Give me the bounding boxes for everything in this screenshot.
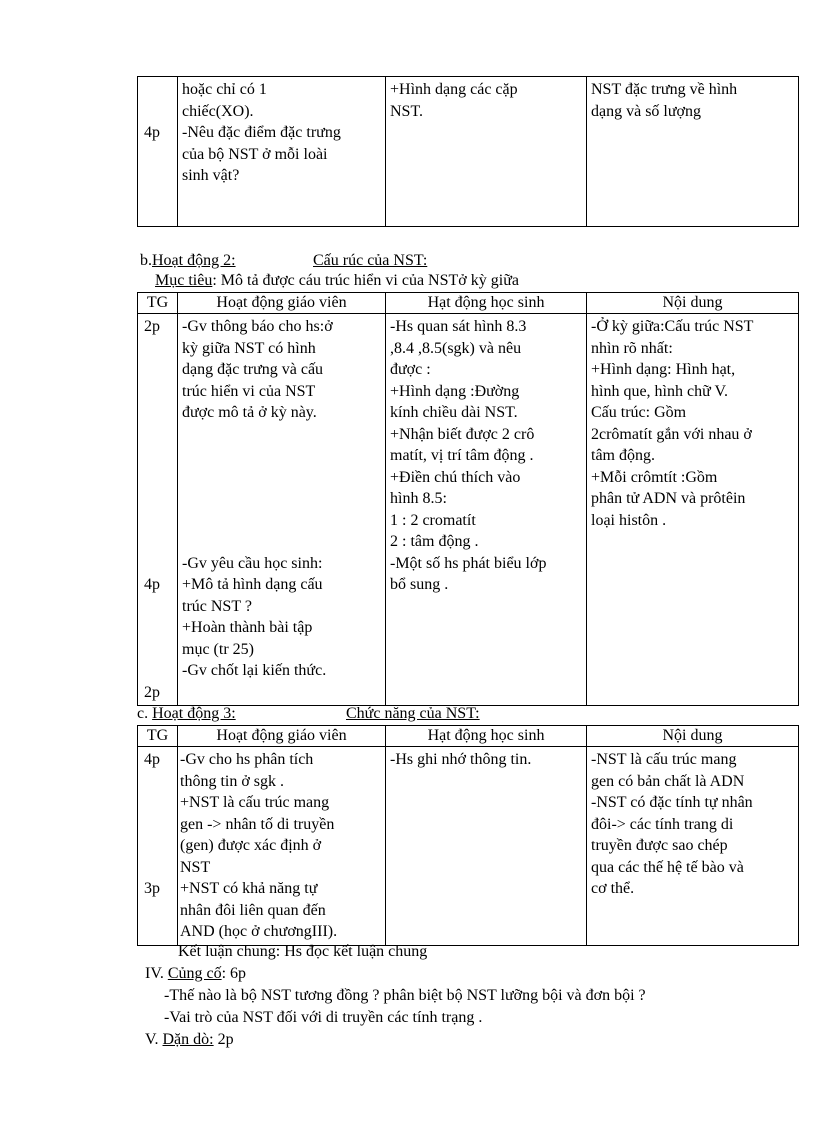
objective-text: : Mô tả được cáu trúc hiển vi của NSTở kỳ giữa [212,272,519,289]
table-activity-2 [137,292,799,706]
section-c-heading: c. Hoạt động 3: [137,705,236,722]
conclusion: Kết luận chung: Hs đọc kết luận chung [178,943,428,960]
header-tg: TG [138,293,178,314]
table-header-row [138,293,799,314]
section-iv-item: -Thế nào là bộ NST tương đồng ? phân biệt bộ NST lưỡng bội và đơn bội ? [164,987,646,1004]
tg-cell: 2p 4p 2p [138,314,178,706]
objective-label: Mục tiêu [155,272,213,289]
table-row [138,314,799,706]
content-cell: NST đặc trưng về hình dạng và số lượng [587,77,799,227]
student-cell: -Hs ghi nhớ thông tin. [386,747,587,946]
teacher-cell: hoặc chỉ có 1 chiếc(XO). -Nêu đặc điểm đặc trưng của bộ NST ở mỗi loài sinh vật? [178,77,386,227]
tg-cell: 4p 3p [138,747,178,946]
header-student: Hạt động học sinh [386,726,587,747]
teacher-cell: -Gv thông báo cho hs:ở kỳ giữa NST có hình dạng đặc trưng và cấu trúc hiển vi của NST được mô tả ở kỳ này. -Gv yêu cầu học sinh: +Mô tả hình dạng cấu trúc NST ? +Hoàn thành bài tập mục (tr 25) -Gv chốt lại kiến thức. [178,314,386,706]
section-b-heading: b.Hoạt động 2: [140,252,236,269]
header-content: Nội dung [587,726,799,747]
section-iv-item: -Vai trò của NST đối với di truyền các tính trạng . [164,1009,483,1026]
content-cell: -NST là cấu trúc mang gen có bản chất là ADN -NST có đặc tính tự nhân đôi-> các tính trang di truyền được sao chép qua các thế hệ tế bào và cơ thể. [587,747,799,946]
table-activity-3 [137,725,799,946]
table-continuation [137,76,799,227]
header-student: Hạt động học sinh [386,293,587,314]
section-v-title: Dặn dò: [162,1031,214,1048]
header-content: Nội dung [587,293,799,314]
student-cell: +Hình dạng các cặp NST. [386,77,587,227]
header-teacher: Hoạt động giáo viên [178,726,386,747]
section-iv-heading: IV. Củng cố: 6p [145,965,247,982]
teacher-cell: -Gv cho hs phân tích thông tin ở sgk . +NST là cấu trúc mang gen -> nhân tố di truyền (gen) được xác định ở NST +NST có khả năng tự nhân đôi liên quan đến AND (học ở chươngIII). [178,747,386,946]
header-teacher: Hoạt động giáo viên [178,293,386,314]
table-row [138,747,799,946]
section-iv-title: Củng cố [167,965,222,982]
student-cell: -Hs quan sát hình 8.3 ,8.4 ,8.5(sgk) và nêu được : +Hình dạng :Đường kính chiều dài NST. +Nhận biết được 2 crô matít, vị trí tâm động . +Điền chú thích vào hình 8.5: 1 : 2 cromatít 2 : tâm động . -Một số hs phát biểu lớp bổ sung . [386,314,587,706]
section-c-subtitle: Chức năng của NST: [346,705,480,722]
section-b-title: Hoạt động 2: [152,252,236,269]
table-header-row [138,726,799,747]
section-b-objective [155,271,519,291]
section-c-title: Hoạt động 3: [152,705,236,722]
section-b-subtitle: Cấu rúc của NST: [313,252,428,269]
tg-cell: 4p [138,77,178,227]
content-cell: -Ở kỳ giữa:Cấu trúc NST nhìn rõ nhất: +Hình dạng: Hình hạt, hình que, hình chữ V. Cấu trúc: Gồm 2crômatít gắn với nhau ở tâm động. +Mỗi crômtít :Gồm phân tử ADN và prôtêin loại histôn . [587,314,799,706]
table-row [138,77,799,227]
header-tg: TG [138,726,178,747]
section-v-heading: V. Dặn dò: 2p [145,1031,234,1048]
